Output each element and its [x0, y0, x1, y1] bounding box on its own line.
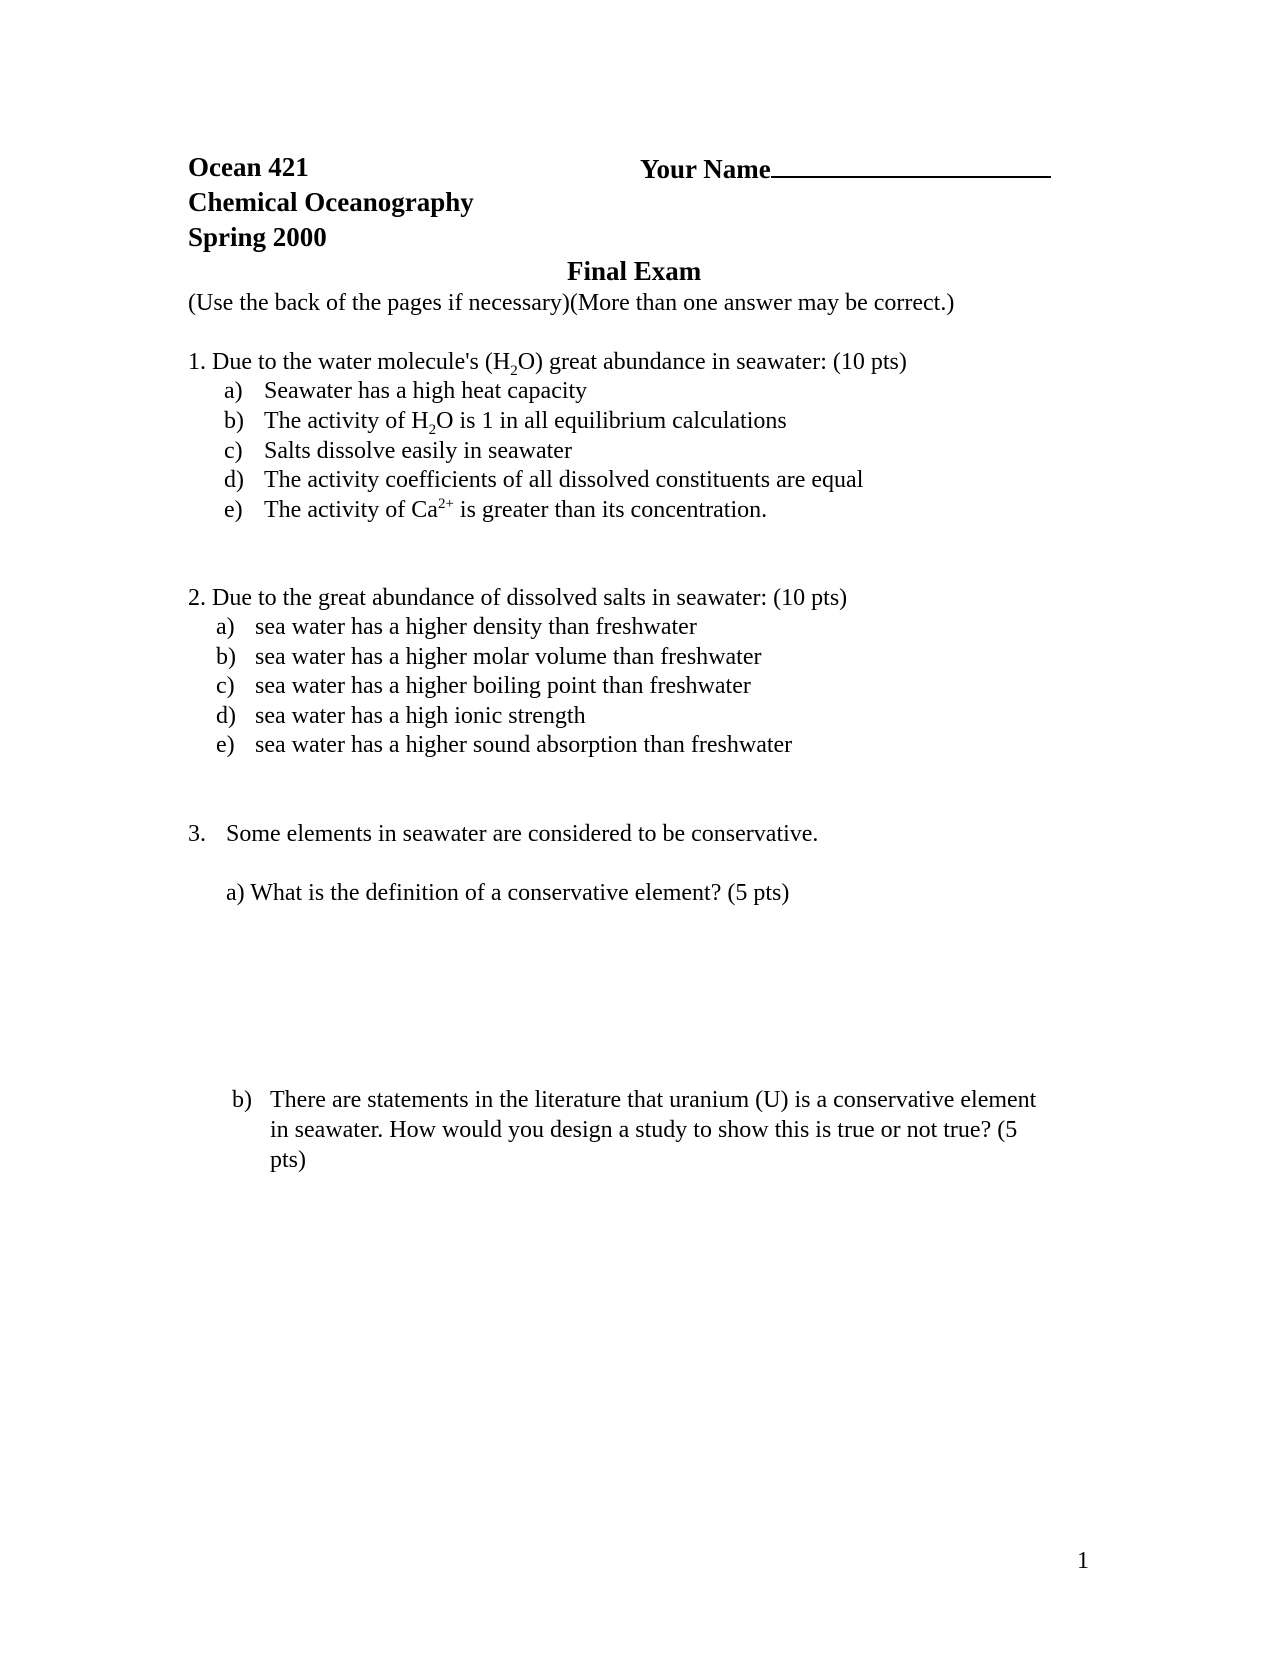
option-text: Salts dissolve easily in seawater — [264, 438, 572, 464]
option-letter: a) — [224, 378, 243, 404]
question-2-option-c[interactable] — [216, 673, 751, 700]
option-letter: e) — [224, 497, 243, 523]
option-text: Seawater has a high heat capacity — [264, 378, 588, 404]
question-3-stem: Some elements in seawater are considered to be conservative. — [226, 821, 819, 847]
option-text: sea water has a higher molar volume than freshwater — [255, 644, 762, 670]
instructions: (Use the back of the pages if necessary)(More than one answer may be correct.) — [188, 290, 955, 316]
option-letter: e) — [216, 732, 235, 758]
option-letter: d) — [224, 467, 244, 493]
question-2-option-e[interactable] — [216, 732, 793, 759]
question-3-number: 3. — [188, 821, 206, 847]
name-blank-line[interactable] — [771, 152, 1051, 178]
option-text: sea water has a higher boiling point than freshwater — [255, 673, 751, 699]
option-text: The activity coefficients of all dissolved constituents are equal — [264, 467, 864, 493]
question-3-part-b-letter: b) — [232, 1087, 252, 1113]
question-3-part-b-line-3: pts) — [270, 1147, 306, 1173]
course-number: Ocean 421 — [188, 152, 309, 182]
name-label: Your Name — [640, 154, 771, 184]
option-text: The activity of $H_2O$ is 1 in all equilibrium calculations — [264, 408, 787, 438]
question-1-option-a[interactable] — [224, 378, 588, 405]
option-text: The activity of $Ca^{2+}$ is greater than its concentration. — [264, 496, 768, 523]
question-2-stem: 2. Due to the great abundance of dissolved salts in seawater: (10 pts) — [188, 585, 848, 611]
option-letter: c) — [216, 673, 235, 699]
option-text: sea water has a high ionic strength — [255, 703, 586, 729]
exam-title: Final Exam — [567, 256, 702, 286]
option-letter: b) — [224, 408, 244, 434]
question-1-option-c[interactable] — [224, 438, 572, 465]
question-2-option-d[interactable] — [216, 703, 586, 730]
question-3-part-b-line-1: There are statements in the literature that uranium (U) is a conservative element — [270, 1087, 1037, 1113]
question-1-option-e[interactable] — [224, 496, 768, 524]
course-term: Spring 2000 — [188, 222, 327, 252]
course-title: Chemical Oceanography — [188, 187, 474, 217]
question-1-option-d[interactable] — [224, 467, 864, 494]
option-letter: b) — [216, 644, 236, 670]
option-text: sea water has a higher density than freshwater — [255, 614, 697, 640]
question-1-option-b[interactable] — [224, 408, 787, 438]
option-letter: d) — [216, 703, 236, 729]
question-1-stem: 1. Due to the water molecule's $(H_2O)$ great abundance in seawater: (10 pts) — [188, 349, 907, 379]
question-2-option-b[interactable] — [216, 644, 762, 671]
question-3-part-a: a) What is the definition of a conservative element? (5 pts) — [226, 880, 790, 906]
question-2-option-a[interactable] — [216, 614, 697, 641]
question-3-part-b-line-2: in seawater. How would you design a study to show this is true or not true? (5 — [270, 1117, 1018, 1143]
option-letter: c) — [224, 438, 243, 464]
name-field[interactable] — [640, 152, 1051, 185]
option-text: sea water has a higher sound absorption than freshwater — [255, 732, 793, 758]
option-letter: a) — [216, 614, 235, 640]
page-number: 1 — [1077, 1548, 1089, 1574]
